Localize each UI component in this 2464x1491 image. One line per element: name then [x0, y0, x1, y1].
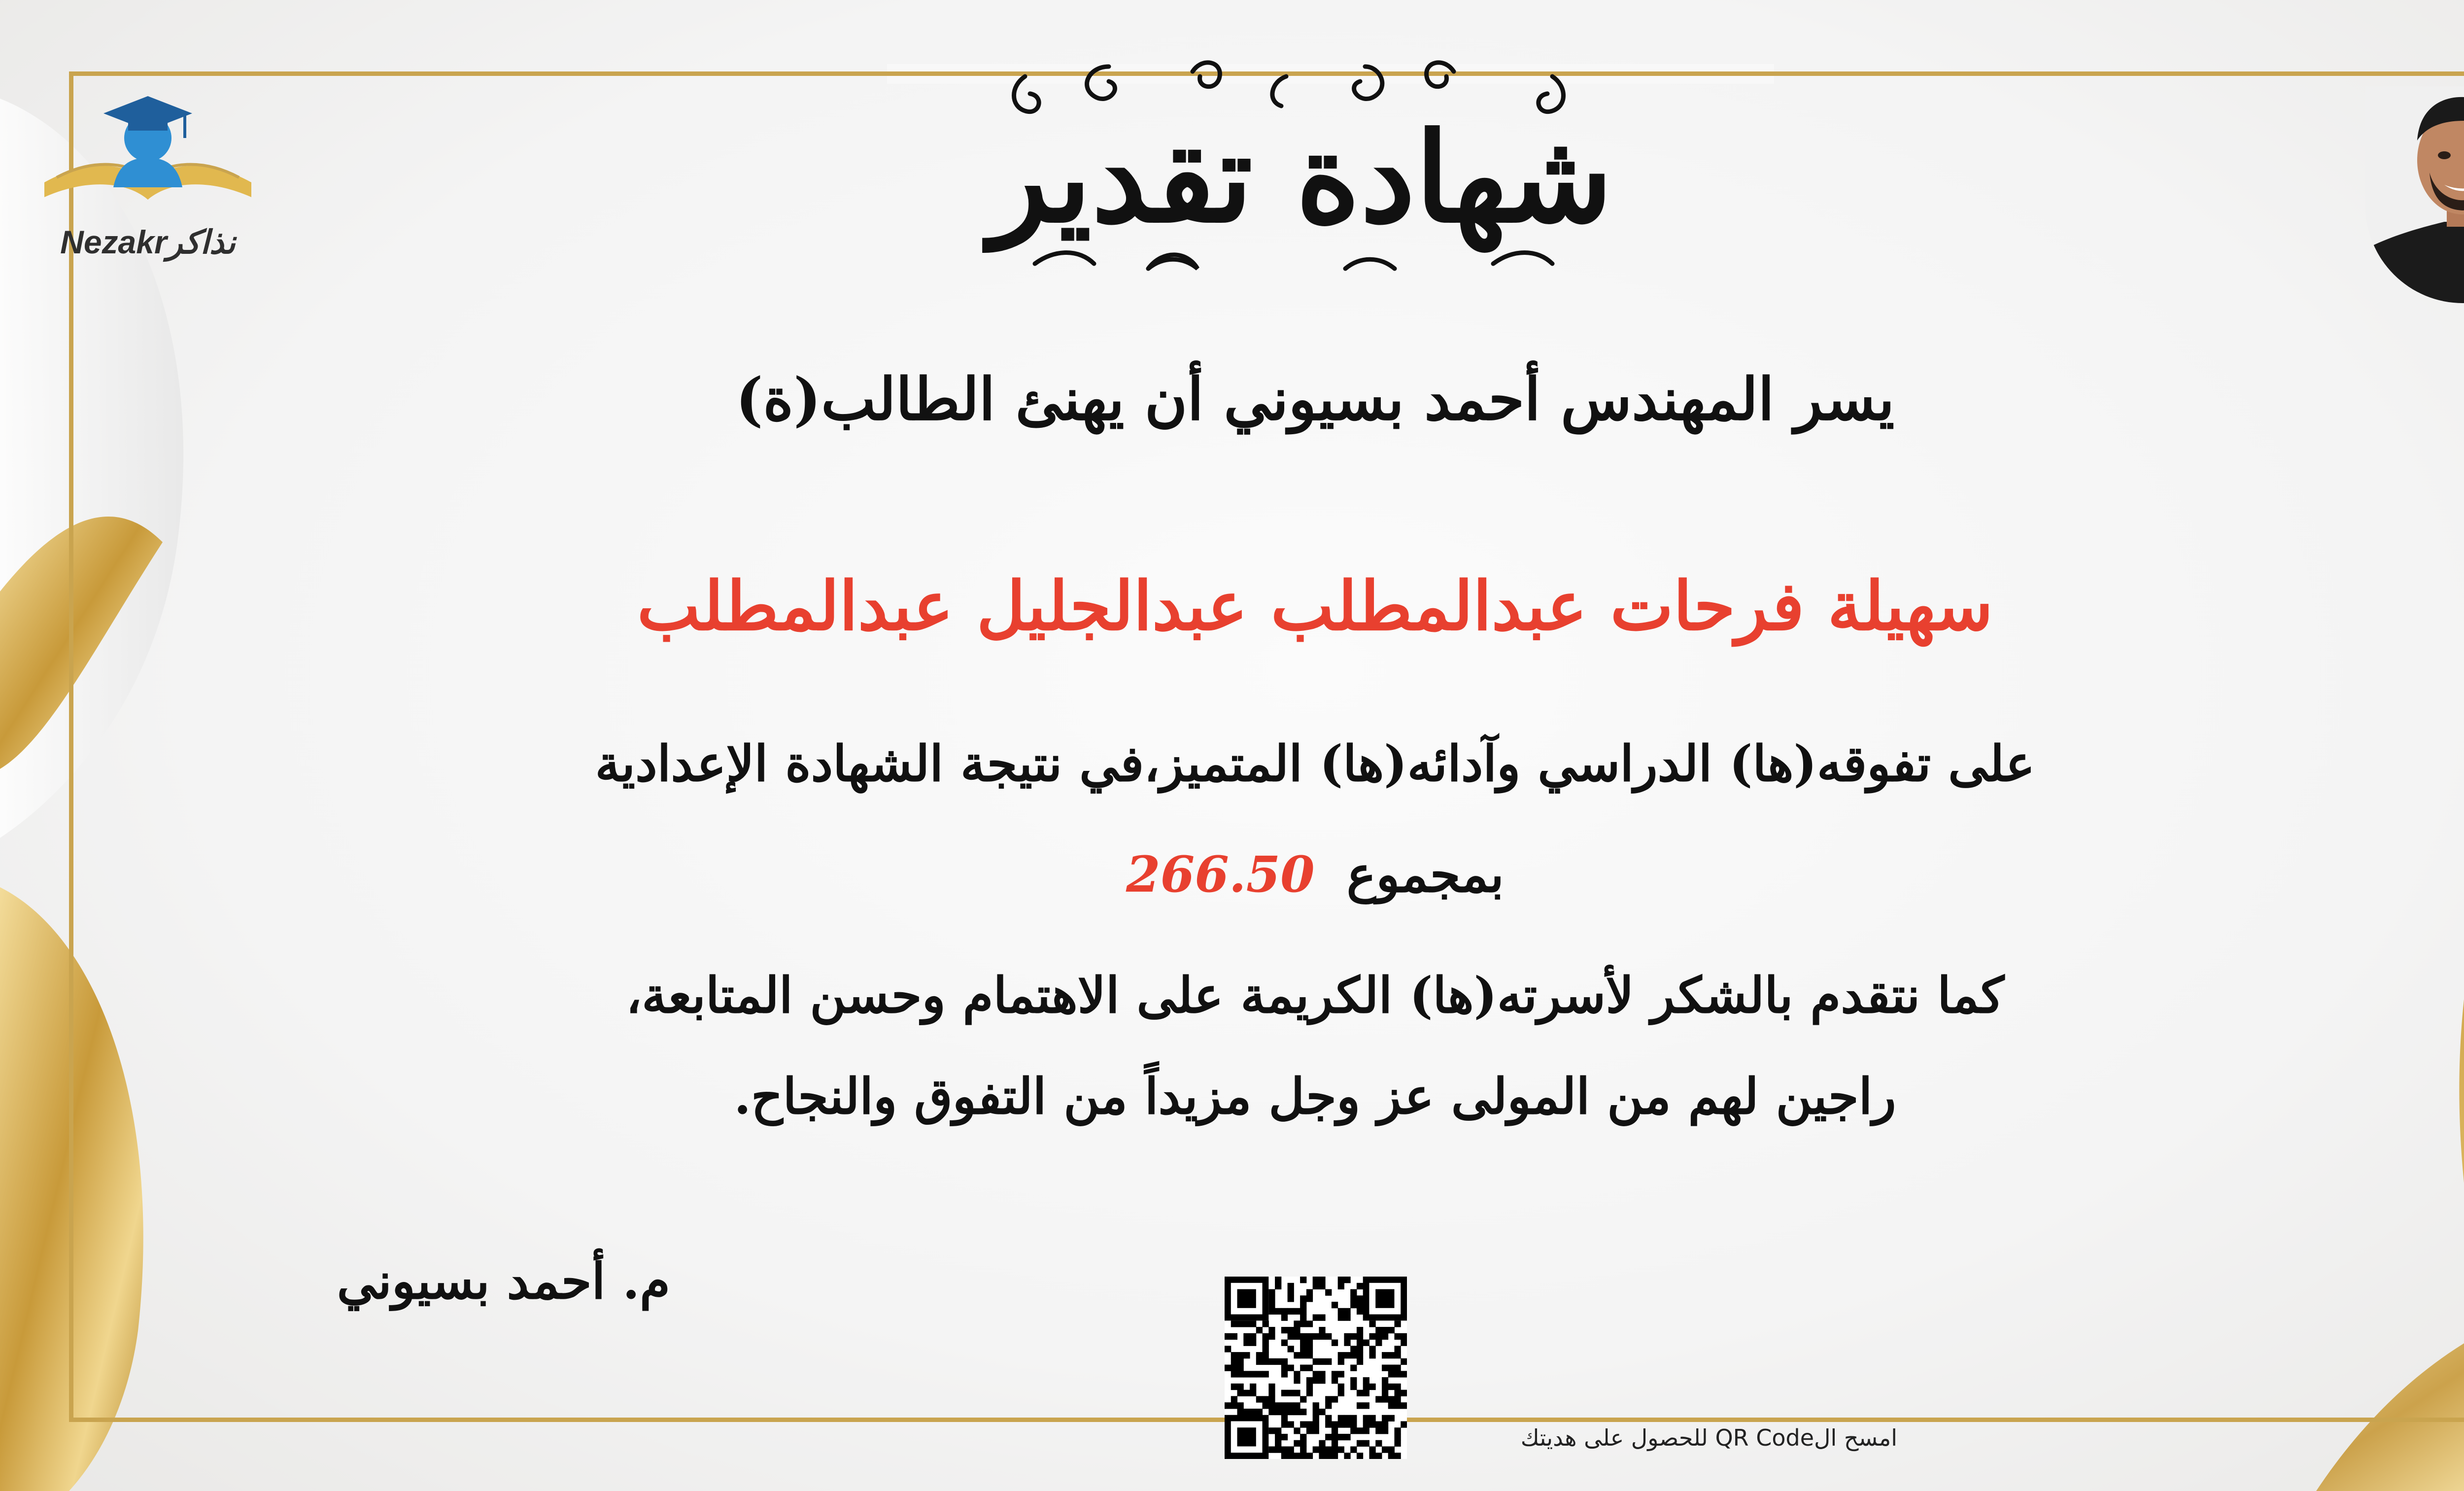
body-line-3: كما نتقدم بالشكر لأسرته(ها) الكريمة على الاهتمام وحسن المتابعة، — [625, 966, 2005, 1024]
total-score: 266.50 — [1126, 845, 1315, 903]
qr-code[interactable] — [1225, 1277, 1407, 1459]
qr-code-icon[interactable] — [1225, 1277, 1407, 1459]
logo-label: Nezakrنذاكر — [60, 224, 236, 260]
total-line — [197, 845, 2433, 903]
qr-caption: امسح الQR Code للحصول على هديتك — [1520, 1424, 1897, 1451]
body-line-4: راجين لهم من المولى عز وجل مزيداً من التفوق والنجاح. — [734, 1067, 1896, 1125]
total-label: بمجموع — [1346, 845, 1504, 903]
certificate-title — [961, 47, 1641, 293]
signature: م. أحمد بسيوني — [337, 1252, 670, 1310]
body-line-1: على تفوقه(ها) الدراسي وآدائه(ها) المتميز،في نتيجة الشهادة الإعدادية — [595, 734, 2035, 793]
student-name: سهيلة فرحات عبدالمطلب عبدالجليل عبدالمطلب — [637, 567, 1993, 646]
nezakr-logo — [30, 84, 266, 261]
title-text: شهادة تقدير — [989, 105, 1613, 250]
intro-line: يسر المهندس أحمد بسيوني أن يهنئ الطالب(ة) — [735, 365, 1895, 433]
graduate-book-icon — [30, 84, 266, 217]
